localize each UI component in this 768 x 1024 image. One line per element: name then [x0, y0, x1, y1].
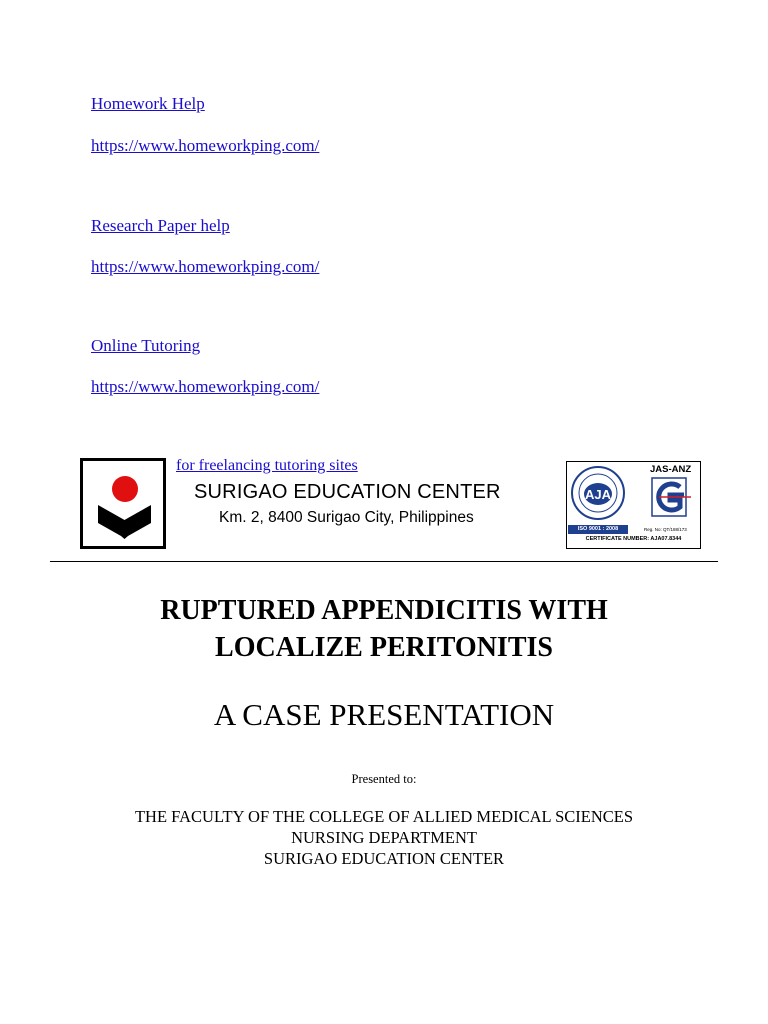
logo-book-spine [121, 518, 128, 539]
recipient-line-2: NURSING DEPARTMENT [291, 828, 477, 847]
recipient-line-1: THE FACULTY OF THE COLLEGE OF ALLIED MEDICAL SCIENCES [134, 807, 634, 826]
title-line-2: LOCALIZE PERITONITIS [215, 632, 553, 663]
iso-standard-label: ISO 9001 : 2008 [568, 525, 628, 534]
presented-to-label: Presented to: [351, 772, 417, 786]
certification-badge [566, 461, 701, 549]
school-logo [80, 458, 166, 549]
logo-red-circle [112, 476, 138, 502]
research-paper-help-url-link[interactable]: https://www.homeworkping.com/ [91, 257, 320, 276]
jas-anz-label: JAS-ANZ [650, 464, 692, 475]
school-logo-icon [83, 461, 163, 546]
logo-book-right [128, 505, 151, 536]
freelancing-tutoring-link[interactable]: for freelancing tutoring sites [176, 457, 358, 474]
logo-book-left [98, 505, 121, 536]
online-tutoring-url-link[interactable]: https://www.homeworkping.com/ [91, 377, 320, 396]
research-paper-help-link[interactable]: Research Paper help [91, 216, 230, 235]
homework-help-link[interactable]: Homework Help [91, 94, 205, 113]
school-name: SURIGAO EDUCATION CENTER [194, 481, 501, 503]
svg-text:AJA: AJA [584, 487, 612, 502]
document-title [0, 592, 768, 666]
title-line-1: RUPTURED APPENDICITIS WITH [160, 595, 608, 626]
recipient-line-3: SURIGAO EDUCATION CENTER [263, 849, 505, 868]
online-tutoring-link[interactable]: Online Tutoring [91, 336, 201, 355]
registration-number: Reg. No: QT/188/173 [644, 527, 687, 532]
certificate-number: CERTIFICATE NUMBER: AJA07.8344 [585, 536, 682, 542]
recipient-block [0, 806, 768, 869]
homework-help-url-link[interactable]: https://www.homeworkping.com/ [91, 136, 320, 155]
header-divider [50, 561, 718, 562]
document-subtitle: A CASE PRESENTATION [213, 697, 555, 732]
school-address: Km. 2, 8400 Surigao City, Philippines [219, 509, 474, 526]
